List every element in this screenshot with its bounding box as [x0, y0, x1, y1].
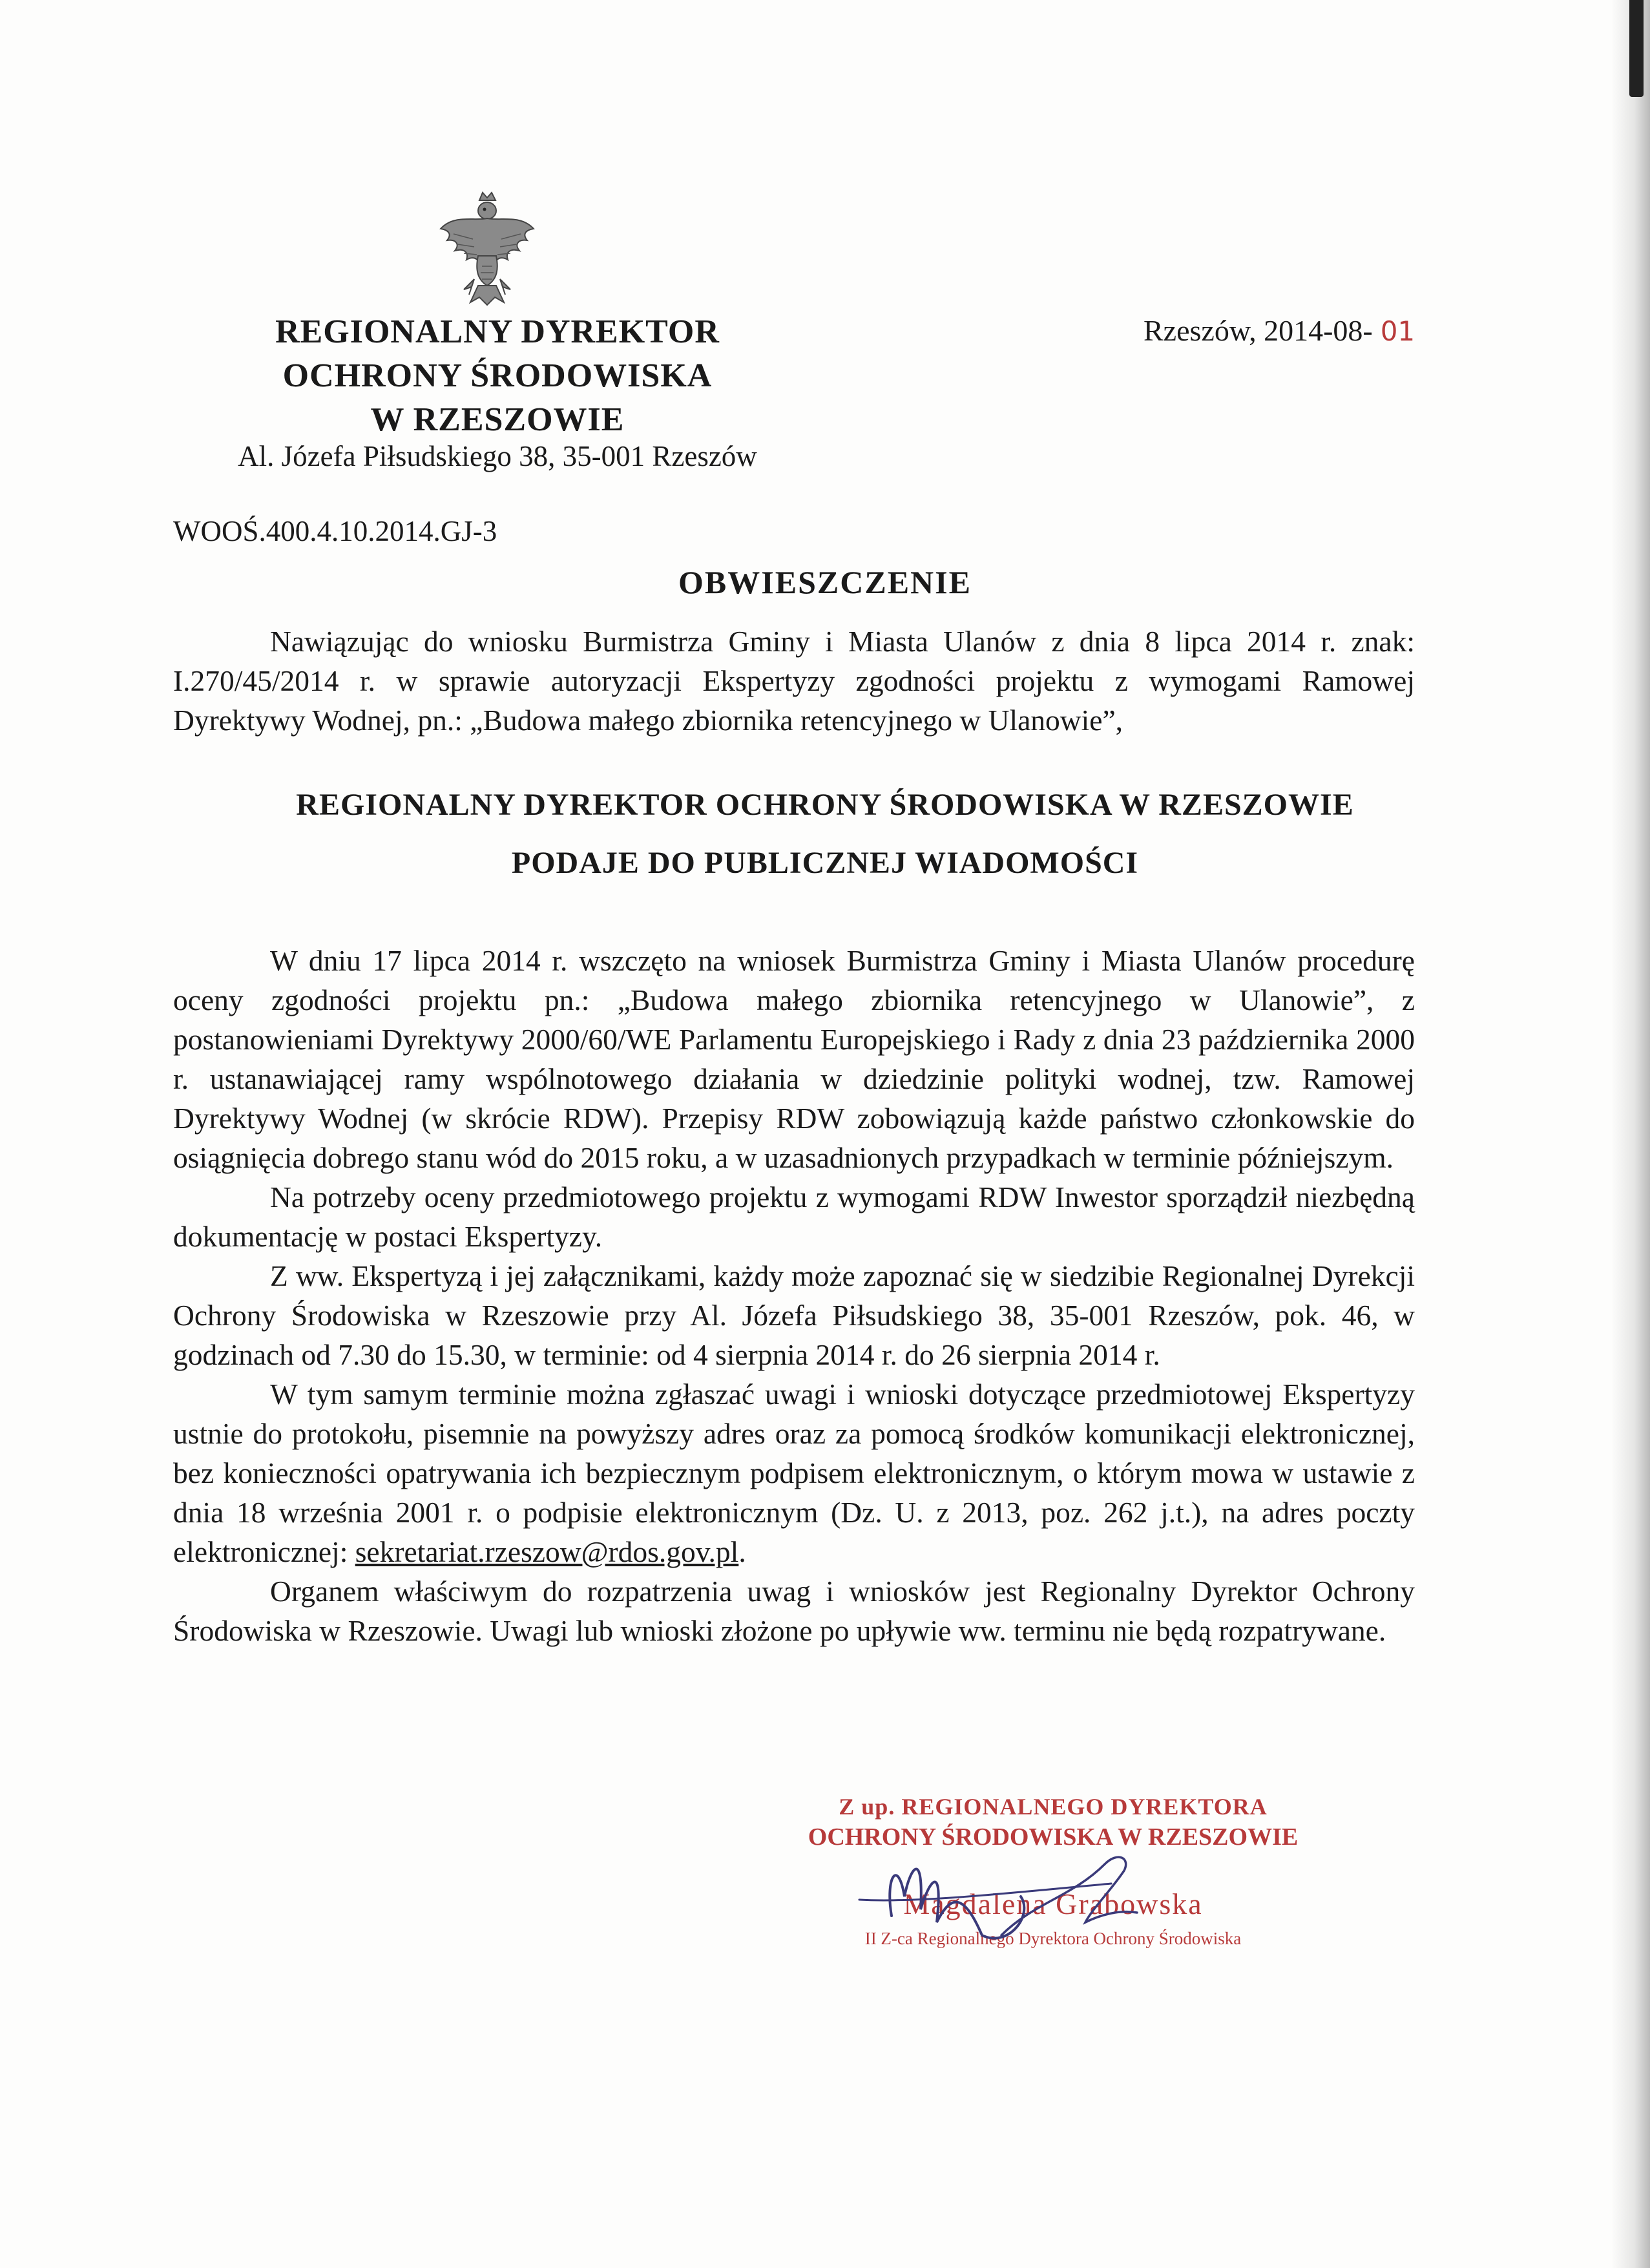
place-date-text: Rzeszów, 2014-08-	[1144, 314, 1373, 347]
body-paragraph-1: W dniu 17 lipca 2014 r. wszczęto na wniosek Burmistrza Gminy i Miasta Ulanów procedurę oceny zgodności projektu pn.: „Budowa małego zbiornika retencyjnego w Ulanowie”, z postanowieniami Dyrektywy 2000/60/WE Parlamentu Europejskiego i Rady z dnia 23 października 2000 r. ustanawiającej ramy wspólnotowego działania w dziedzinie polityki wodnej, tzw. Ramowej Dyrektywy Wodnej (w skrócie RDW). Przepisy RDW zobowiązują każde państwo członkowskie do osiągnięcia dobrego stanu wód do 2015 roku, a w uzasadnionych przypadkach w terminie późniejszym.	[173, 944, 1415, 1174]
body-paragraph-3: Z ww. Ekspertyzą i jej załącznikami, każdy może zapoznać się w siedzibie Regionalnej Dyrekcji Ochrony Środowiska w Rzeszowie przy Al. Józefa Piłsudskiego 38, 35-001 Rzeszów, pok. 46, w godzinach od 7.30 do 15.30, w terminie: od 4 sierpnia 2014 r. do 26 sierpnia 2014 r.	[173, 1259, 1415, 1371]
body-paragraph-4-end: .	[738, 1535, 746, 1568]
body-paragraph-5: Organem właściwym do rozpatrzenia uwag i wniosków jest Regionalny Dyrektor Ochrony Środowiska w Rzeszowie. Uwagi lub wnioski złożone po upływie ww. terminu nie będą rozpatrywane.	[173, 1575, 1415, 1647]
handwritten-signature	[840, 1838, 1227, 1968]
place-and-date	[1144, 313, 1415, 348]
announcement-line-2: PODAJE DO PUBLICZNEJ WIADOMOŚCI	[511, 846, 1139, 880]
issuing-authority	[194, 310, 801, 442]
authority-line-2: OCHRONY ŚRODOWISKA	[282, 357, 713, 394]
body-paragraph-2: Na potrzeby oceny przedmiotowego projektu z wymogami RDW Inwestor sporządził niezbędną dokumentację w postaci Ekspertyzy.	[173, 1181, 1415, 1253]
scan-edge-shadow	[1611, 0, 1650, 2268]
announcement-line-1: REGIONALNY DYREKTOR OCHRONY ŚRODOWISKA W RZESZOWIE	[296, 788, 1354, 822]
notice-body	[173, 941, 1415, 1650]
stamp-line-2: OCHRONY ŚRODOWISKA W RZESZOWIE	[808, 1823, 1299, 1851]
email-link[interactable]: sekretariat.rzeszow@rdos.gov.pl	[355, 1535, 739, 1568]
stamp-signatory-name: Magdalena Grabowska	[903, 1887, 1203, 1920]
polish-eagle-emblem-icon	[434, 189, 541, 308]
body-paragraph-4	[173, 1374, 1415, 1571]
scan-edge-mark	[1629, 0, 1644, 97]
body-paragraph-4-text: W tym samym terminie można zgłaszać uwagi i wnioski dotyczące przedmiotowej Ekspertyzy ustnie do protokołu, pisemnie na powyższy adres oraz za pomocą środków komunikacji elektronicznej, bez konieczności opatrywania ich bezpiecznym podpisem elektronicznym, o którym mowa w ustawie z dnia 18 września 2001 r. o podpisie elektronicznym (Dz. U. z 2013, poz. 262 j.t.), na adres poczty elektronicznej:	[173, 1378, 1415, 1568]
intro-paragraph: Nawiązując do wniosku Burmistrza Gminy i Miasta Ulanów z dnia 8 lipca 2014 r. znak: I.270/45/2014 r. w sprawie autoryzacji Ekspertyzy zgodności projektu z wymogami Ramowej Dyrektywy Wodnej, pn.: „Budowa małego zbiornika retencyjnego w Ulanowie”,	[173, 625, 1415, 737]
authority-line-3: W RZESZOWIE	[370, 401, 625, 438]
stamp-line-1: Z up. REGIONALNEGO DYREKTORA	[839, 1794, 1268, 1820]
handwritten-day: 01	[1380, 315, 1415, 347]
case-reference-number: WOOŚ.400.4.10.2014.GJ-3	[173, 515, 497, 547]
document-title: OBWIESZCZENIE	[678, 564, 972, 600]
stamp-signatory-title: II Z-ca Regionalnego Dyrektora Ochrony Środowiska	[864, 1929, 1242, 1948]
authority-line-1: REGIONALNY DYREKTOR	[275, 313, 720, 350]
authority-address: Al. Józefa Piłsudskiego 38, 35-001 Rzeszów	[238, 440, 757, 472]
